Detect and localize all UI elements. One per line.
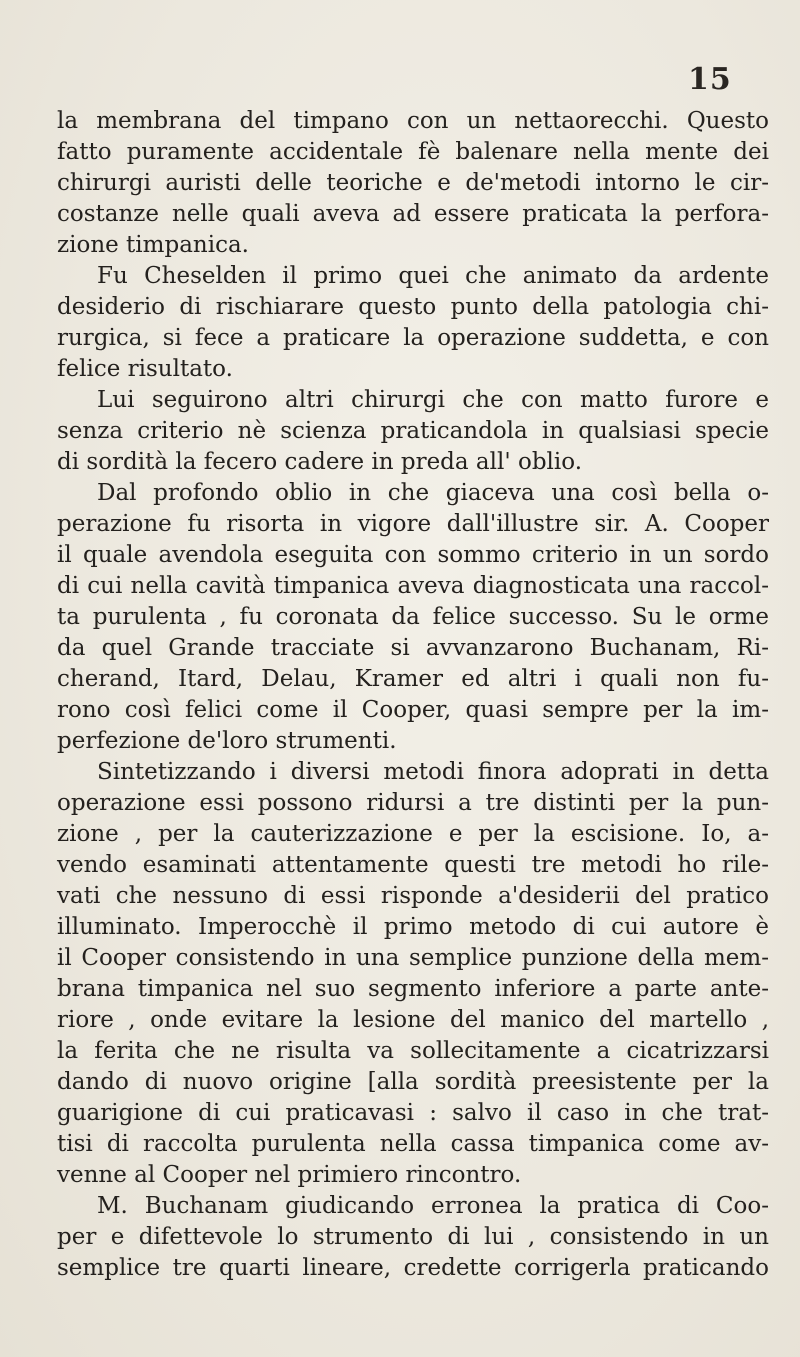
text-line: il Cooper consistendo in una semplice punzione della mem- xyxy=(57,945,769,971)
text-line: rurgica, si fece a praticare la operazione suddetta, e con xyxy=(57,325,769,351)
page-number: 15 xyxy=(688,62,732,97)
text-line: venne al Cooper nel primiero rincontro. xyxy=(57,1162,522,1188)
text-line: riore , onde evitare la lesione del manico del martello , xyxy=(57,1007,769,1033)
text-line: vati che nessuno di essi risponde a'desiderii del pratico xyxy=(57,883,769,909)
text-line: Sintetizzando i diversi metodi finora adoprati in detta xyxy=(97,759,769,785)
text-line: perazione fu risorta in vigore dall'illustre sir. A. Cooper xyxy=(57,511,769,537)
text-line: vendo esaminati attentamente questi tre metodi ho rile- xyxy=(57,852,769,878)
text-line: chirurgi auristi delle teoriche e de'metodi intorno le cir- xyxy=(57,170,769,196)
text-line: di sordità la fecero cadere in preda all' oblio. xyxy=(57,449,583,475)
text-line: tisi di raccolta purulenta nella cassa timpanica come av- xyxy=(57,1131,769,1157)
text-line: felice risultato. xyxy=(57,356,233,382)
text-line: cherand, Itard, Delau, Kramer ed altri i quali non fu- xyxy=(57,666,769,692)
text-line: ta purulenta , fu coronata da felice successo. Su le orme xyxy=(57,604,769,630)
text-line: M. Buchanam giudicando erronea la pratica di Coo- xyxy=(97,1193,769,1219)
text-line: guarigione di cui praticavasi : salvo il caso in che trat- xyxy=(57,1100,769,1126)
text-line: la ferita che ne risulta va sollecitamente a cicatrizzarsi xyxy=(57,1038,769,1064)
text-line: dando di nuovo origine [alla sordità preesistente per la xyxy=(57,1069,769,1095)
text-line: operazione essi possono ridursi a tre distinti per la pun- xyxy=(57,790,769,816)
text-line: brana timpanica nel suo segmento inferiore a parte ante- xyxy=(57,976,769,1002)
text-line: semplice tre quarti lineare, credette corrigerla praticando xyxy=(57,1255,769,1281)
text-line: Lui seguirono altri chirurgi che con matto furore e xyxy=(97,387,769,413)
text-line: perfezione de'loro strumenti. xyxy=(57,728,397,754)
text-line: fatto puramente accidentale fè balenare nella mente dei xyxy=(57,139,769,165)
body-text xyxy=(57,106,769,1284)
text-line: zione timpanica. xyxy=(57,232,249,258)
text-line: senza criterio nè scienza praticandola in qualsiasi specie xyxy=(57,418,769,444)
text-line: zione , per la cauterizzazione e per la escisione. Io, a- xyxy=(57,821,769,847)
text-line: la membrana del timpano con un nettaorecchi. Questo xyxy=(57,108,769,134)
text-line: costanze nelle quali aveva ad essere praticata la perfora- xyxy=(57,201,769,227)
text-line: Dal profondo oblio in che giaceva una così bella o- xyxy=(97,480,769,506)
text-line: desiderio di rischiarare questo punto della patologia chi- xyxy=(57,294,769,320)
text-line: da quel Grande tracciate si avvanzarono Buchanam, Ri- xyxy=(57,635,769,661)
text-line: illuminato. Imperocchè il primo metodo di cui autore è xyxy=(57,914,769,940)
text-line: Fu Cheselden il primo quei che animato da ardente xyxy=(97,263,769,289)
text-line: il quale avendola eseguita con sommo criterio in un sordo xyxy=(57,542,769,568)
text-line: per e difettevole lo strumento di lui , consistendo in un xyxy=(57,1224,769,1250)
text-line: di cui nella cavità timpanica aveva diagnosticata una raccol- xyxy=(57,573,769,599)
text-line: rono così felici come il Cooper, quasi sempre per la im- xyxy=(57,697,769,723)
